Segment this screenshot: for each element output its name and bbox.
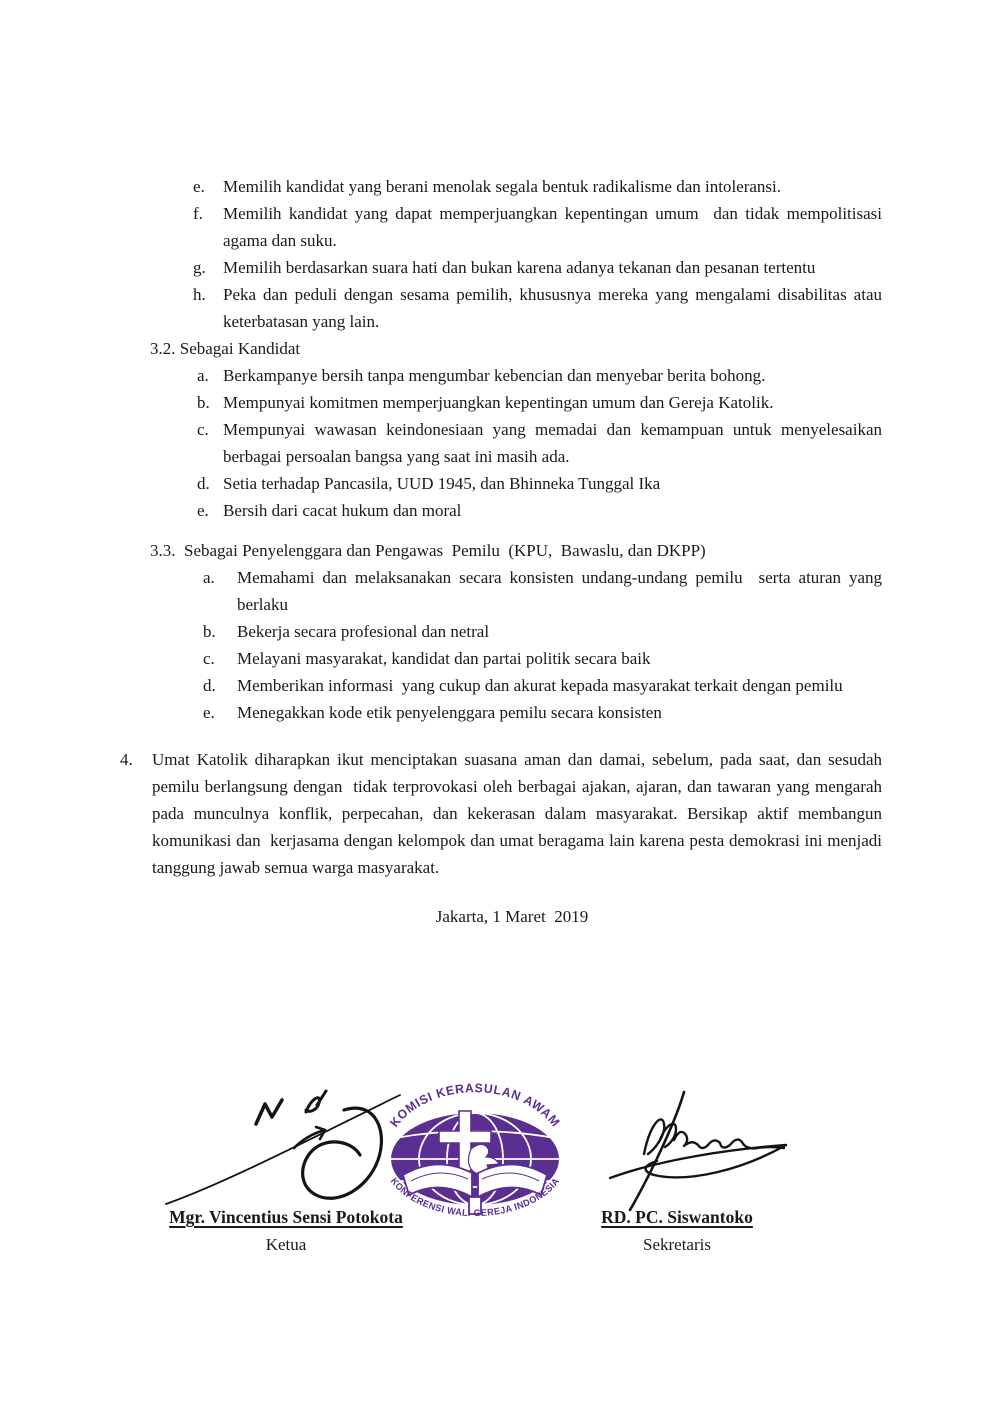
- list-marker: d.: [197, 474, 210, 493]
- paragraph-text: Umat Katolik diharapkan ikut menciptakan suasana aman dan damai, sebelum, pada saat, dan sesudah pemilu berlangsung dengan tidak terprovokasi oleh berbagai ajakan, ajaran, dan tawaran yang mengarah pada munculnya konflik, perpecahan, dan kekerasan dalam masyarakat. Bersikap aktif membangun komunikasi dan kerjasama dengan kelompok dan umat beragama lain karena pesta demokrasi ini menjadi tanggung jawab semua warga masyarakat.: [152, 750, 887, 877]
- list-marker: c.: [197, 420, 209, 439]
- list-item: [120, 645, 882, 672]
- list-text: Memberikan informasi yang cukup dan akurat kepada masyarakat terkait dengan pemilu: [237, 676, 843, 695]
- logo-top-arc-text: KOMISI KERASULAN AWAM: [387, 1081, 563, 1131]
- section-heading-3-2: 3.2. Sebagai Kandidat: [150, 339, 301, 358]
- list-marker: e.: [193, 177, 205, 196]
- list-text: Mempunyai komitmen memperjuangkan kepentingan umum dan Gereja Katolik.: [223, 393, 774, 412]
- logo-bottom-arc-text: KONFERENSI WALI GEREJA INDONESIA: [387, 1175, 563, 1220]
- list-item: [120, 254, 882, 281]
- signature-stroke: [166, 1095, 400, 1204]
- signatory-name-left: Mgr. Vincentius Sensi Potokota: [169, 1207, 403, 1227]
- list-item: [120, 470, 882, 497]
- list-text: Setia terhadap Pancasila, UUD 1945, dan Bhinneka Tunggal Ika: [223, 474, 661, 493]
- signature-left-image: [148, 1082, 408, 1217]
- paragraph-item-4: [120, 746, 887, 881]
- list-marker: d.: [203, 676, 216, 695]
- list-item: [120, 564, 887, 618]
- list-item: [120, 618, 882, 645]
- list-marker: h.: [193, 285, 206, 304]
- list-text: Memilih berdasarkan suara hati dan bukan karena adanya tekanan dan pesanan tertentu: [223, 258, 816, 277]
- list-text: Memilih kandidat yang dapat memperjuangkan kepentingan umum dan tidak mempolitisasi agama dan suku.: [223, 204, 887, 250]
- signatory-right: [586, 1204, 768, 1258]
- list-text: Memahami dan melaksanakan secara konsisten undang-undang pemilu serta aturan yang berlaku: [237, 568, 887, 614]
- signatory-title-right: Sekretaris: [643, 1235, 711, 1254]
- list-item: [120, 672, 882, 699]
- signature-stroke: [256, 1100, 282, 1124]
- signature-stroke: [610, 1145, 786, 1178]
- signatory-title-left: Ketua: [265, 1235, 307, 1254]
- signatory-left: [143, 1204, 429, 1258]
- list-marker: e.: [197, 501, 209, 520]
- list-item: [120, 200, 887, 254]
- list-marker: 4.: [120, 750, 133, 769]
- list-marker: e.: [203, 703, 215, 722]
- list-text: Mempunyai wawasan keindonesiaan yang memadai dan kemampuan untuk menyelesaikan berbagai persoalan bangsa yang saat ini masih ada.: [223, 420, 887, 466]
- list-text: Memilih kandidat yang berani menolak segala bentuk radikalisme dan intoleransi.: [223, 177, 782, 196]
- list-text: Bersih dari cacat hukum dan moral: [223, 501, 462, 520]
- list-text: Menegakkan kode etik penyelenggara pemilu secara konsisten: [237, 703, 662, 722]
- list-text: Melayani masyarakat, kandidat dan partai politik secara baik: [237, 649, 651, 668]
- list-marker: f.: [193, 204, 203, 223]
- signature-stroke: [306, 1091, 326, 1112]
- signature-stroke: [303, 1108, 382, 1198]
- section-heading-3-3: 3.3. Sebagai Penyelenggara dan Pengawas Pemilu (KPU, Bawaslu, dan DKPP): [150, 541, 706, 560]
- list-text: Bekerja secara profesional dan netral: [237, 622, 490, 641]
- signature-stroke: [630, 1092, 684, 1210]
- list-item: [120, 389, 882, 416]
- signatory-name-right: RD. PC. Siswantoko: [601, 1207, 753, 1227]
- list-marker: g.: [193, 258, 206, 277]
- list-item: [120, 416, 887, 470]
- signature-right-image: [592, 1086, 802, 1216]
- list-item: [120, 699, 882, 726]
- list-item: [120, 173, 882, 200]
- list-item: [120, 497, 882, 524]
- list-marker: c.: [203, 649, 215, 668]
- list-marker: a.: [203, 568, 215, 587]
- list-text: Berkampanye bersih tanpa mengumbar kebencian dan menyebar berita bohong.: [223, 366, 766, 385]
- dateline: Jakarta, 1 Maret 2019: [435, 907, 589, 926]
- list-marker: a.: [197, 366, 209, 385]
- list-text: Peka dan peduli dengan sesama pemilih, khususnya mereka yang mengalami disabilitas atau keterbatasan yang lain.: [223, 285, 887, 331]
- list-item: [120, 362, 882, 389]
- list-marker: b.: [203, 622, 216, 641]
- list-marker: b.: [197, 393, 210, 412]
- list-item: [120, 281, 887, 335]
